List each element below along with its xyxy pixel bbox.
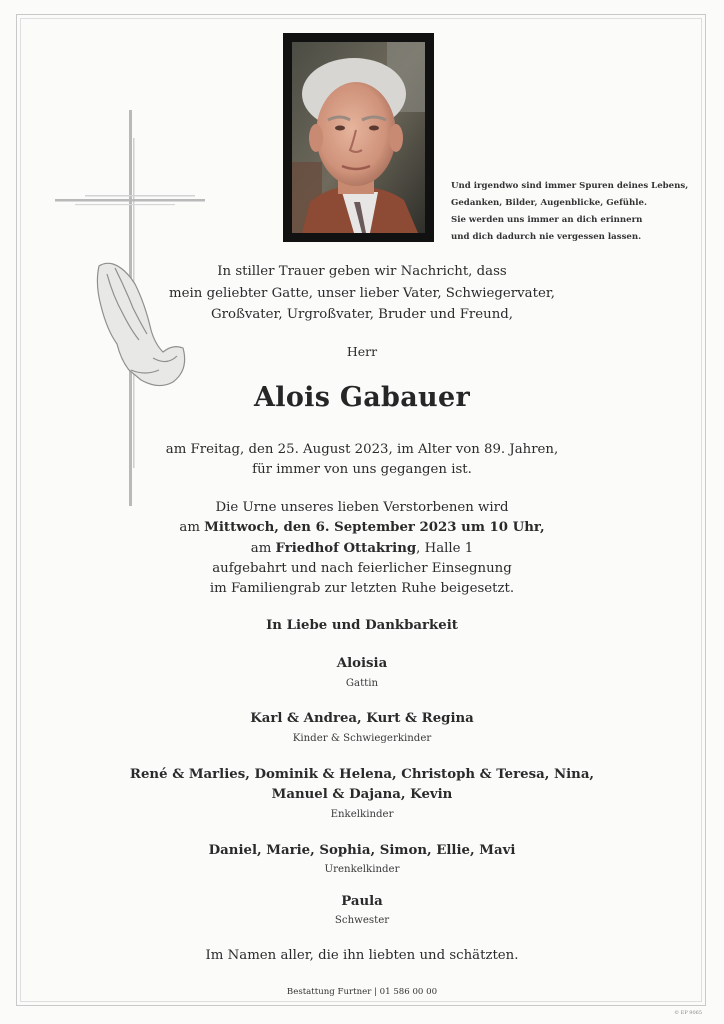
death-line: für immer von uns gegangen ist.: [252, 462, 472, 477]
mourner-role: Urenkelkinder: [324, 864, 400, 875]
mourner-names: Manuel & Dajana, Kevin: [271, 787, 453, 802]
dedication: In Liebe und Dankbarkeit: [266, 618, 458, 633]
closing-line: Im Namen aller, die ihn liebten und schätzten.: [205, 948, 519, 963]
mourner-role: Kinder & Schwiegerkinder: [292, 733, 432, 744]
mourner-names: Aloisia: [336, 656, 388, 671]
mourner-names: René & Marlies, Dominik & Helena, Christoph & Teresa, Nina,: [129, 767, 595, 782]
quote-line: Sie werden uns immer an dich erinnern: [451, 215, 643, 225]
intro-line: Großvater, Urgroßvater, Bruder und Freund,: [210, 307, 514, 322]
quote-line: Gedanken, Bilder, Augenblicke, Gefühle.: [451, 198, 647, 208]
portrait-frame: [283, 33, 434, 242]
deceased-name: Alois Gabauer: [254, 382, 470, 413]
mourner-role: Enkelkinder: [330, 809, 394, 820]
mourner-names: Daniel, Marie, Sophia, Simon, Ellie, Mavi: [208, 843, 516, 858]
salutation: Herr: [346, 344, 378, 359]
copyright: © EP 9065: [674, 1010, 702, 1016]
mourner-names: Karl & Andrea, Kurt & Regina: [250, 711, 474, 726]
funeral-date: Mittwoch, den 6. September 2023 um 10 Uhr,: [204, 520, 545, 535]
funeral-hall: , Halle 1: [416, 541, 474, 556]
funeral-line: im Familiengrab zur letzten Ruhe beigesetzt.: [209, 581, 515, 596]
intro-line: In stiller Trauer geben wir Nachricht, dass: [217, 264, 507, 279]
quote-line: Und irgendwo sind immer Spuren deines Lebens,: [451, 181, 689, 191]
funeral-line: aufgebahrt und nach feierlicher Einsegnung: [212, 561, 512, 576]
funeral-line: Die Urne unseres lieben Verstorbenen wird: [215, 500, 509, 515]
quote-line: und dich dadurch nie vergessen lassen.: [451, 232, 642, 242]
funeral-location-prefix: am: [250, 541, 276, 556]
death-line: am Freitag, den 25. August 2023, im Alter von 89. Jahren,: [165, 442, 559, 457]
intro-line: mein geliebter Gatte, unser lieber Vater, Schwiegervater,: [169, 286, 555, 301]
mourner-role: Gattin: [345, 678, 379, 689]
footer-funeral-home: Bestattung Furtner | 01 586 00 00: [286, 987, 438, 997]
funeral-date-prefix: am: [179, 520, 205, 535]
mourner-names: Paula: [341, 894, 383, 909]
funeral-date-line: [0, 520, 724, 535]
funeral-location-line: [0, 541, 724, 556]
mourner-role: Schwester: [334, 915, 390, 926]
portrait-photo: [292, 42, 425, 233]
funeral-location: Friedhof Ottakring: [275, 541, 417, 556]
memorial-quote: [451, 178, 701, 246]
